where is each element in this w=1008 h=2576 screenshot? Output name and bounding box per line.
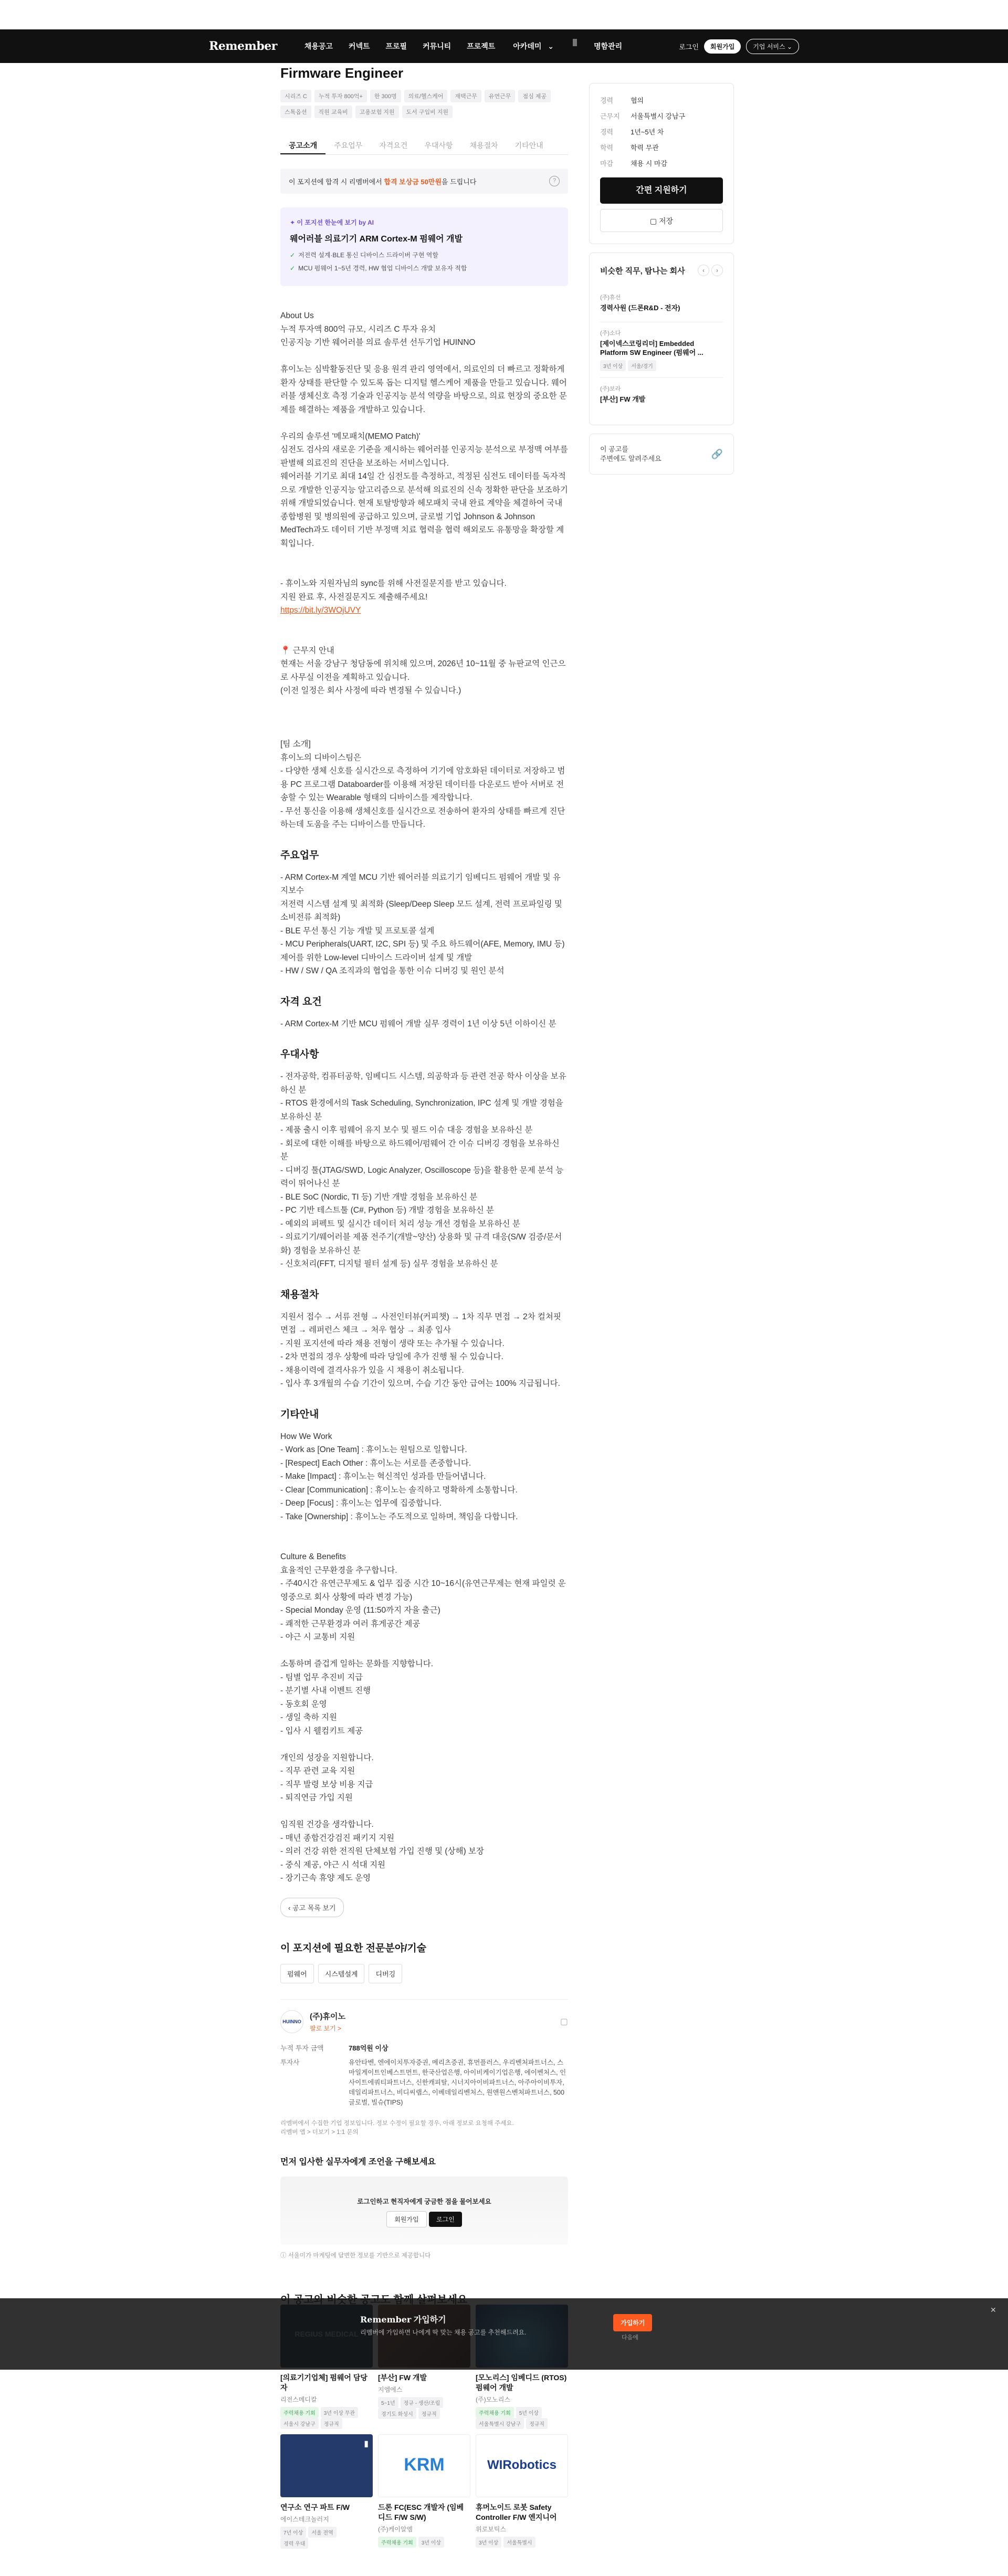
pref-heading: 우대사항 xyxy=(280,1049,319,1060)
advice-login-button[interactable]: 로그인 xyxy=(429,2212,462,2227)
etc-heading: 기타안내 xyxy=(280,1408,319,1420)
link-icon[interactable]: 🔗 xyxy=(711,448,723,459)
advice-heading: 먼저 입사한 실무자에게 조언을 구해보세요 xyxy=(280,2157,436,2167)
company-footer-note: 리멤버에서 수집한 기업 정보입니다. 정보 수정이 필요할 경우, 아래 정보로 요청해 주세요. 리멤버 앱 > 더보기 > 1:1 문의 xyxy=(280,2120,514,2136)
chip: 주력채용 기회 xyxy=(280,2407,319,2418)
nav-right xyxy=(679,39,799,54)
similar-card-image xyxy=(378,2434,470,2497)
presurvey-link[interactable]: https://bit.ly/3WOjUVY xyxy=(280,606,361,615)
chip: 정규직 xyxy=(321,2418,342,2429)
tab-intro[interactable]: 공고소개 xyxy=(280,134,326,154)
reward-text-2: 을 드립니다 xyxy=(441,177,477,186)
duty-heading: 주요업무 xyxy=(280,849,319,861)
qual-heading: 자격 요건 xyxy=(280,996,322,1007)
summary-row xyxy=(600,95,723,105)
reward-notice-text xyxy=(289,176,476,186)
tab-etc[interactable]: 기타안내 xyxy=(514,141,543,150)
save-button[interactable] xyxy=(600,209,723,232)
chevron-down-icon: ⌄ xyxy=(786,43,792,50)
tab-process[interactable]: 채용절차 xyxy=(469,141,498,150)
invest-label: 누적 투자 금액 xyxy=(280,2044,324,2052)
chevron-right-icon[interactable]: › xyxy=(711,265,723,276)
chip: 5~1년 xyxy=(378,2397,398,2408)
nav-divider xyxy=(573,39,577,46)
chip: 경력 우대 xyxy=(280,2538,308,2549)
krm-logo: KRM xyxy=(404,2455,445,2475)
check-icon: ✓ xyxy=(290,265,296,272)
company-info xyxy=(280,1999,568,2137)
chip: 주력채용 기회 xyxy=(476,2407,514,2418)
job-tags xyxy=(280,90,568,118)
similar-card[interactable] xyxy=(280,2434,373,2549)
advice-signup-button[interactable]: 회원가입 xyxy=(386,2211,426,2227)
summary-key: 학력 xyxy=(600,144,614,152)
chip: 5년 이상 xyxy=(516,2407,542,2418)
bookmark-icon: ▢ xyxy=(649,217,657,225)
bookmark-icon[interactable]: ▮ xyxy=(364,2440,369,2448)
similar-side-header xyxy=(600,265,723,276)
ai-summary xyxy=(280,207,568,286)
ai-headline: 웨어러블 의료기기 ARM Cortex-M 펌웨어 개발 xyxy=(290,235,463,244)
similar-card-title: [의료기기업체] 펌웨어 담당자 xyxy=(280,2373,368,2392)
chip: 3년 이상 xyxy=(476,2537,501,2548)
chip: 주력채용 기회 xyxy=(378,2537,416,2548)
process-text: 지원서 접수 → 서류 전형 → 사전인터뷰(커피챗) → 1차 직무 면접 → 2차 컬쳐핏 면접 → 레퍼런스 체크 → 처우 협상 → 최종 입사 - 지원 포지션에 따라 채용 전형이 생략 또는 추가될 수 있습니다. - 2차 면접의 경우 상황에 따라 당일에 추가 진행 될 수 있습니다. - 채용이력에 결격사유가 있을 시 채용이 취소됩니다. - 입사 후 3개월의 수습 기간이 있으며, 수습 기간 동안 급여는 100% 지급됩니다. xyxy=(280,1312,561,1388)
job-tag: 고용보험 지원 xyxy=(355,106,399,118)
chevron-down-icon: ⌄ xyxy=(548,42,554,50)
similar-card-company: 에이스테크놀러지 xyxy=(280,2516,329,2523)
banner-subtitle: 리멤버에 가입하면 나에게 딱 맞는 채용 공고를 추천해드려요. xyxy=(360,2329,527,2336)
advice-prompt: 로그인하고 현직자에게 궁금한 점을 물어보세요 xyxy=(357,2198,491,2205)
summary-value: 1년~5년 차 xyxy=(631,128,664,136)
nav-item-academy-label: 아카데미 xyxy=(513,42,542,50)
summary-key: 경력 xyxy=(600,97,614,104)
job-tabs xyxy=(280,134,568,155)
similar-side-item[interactable] xyxy=(600,322,723,378)
chevron-left-icon: ‹ xyxy=(288,1904,291,1912)
back-to-list-button[interactable] xyxy=(280,1898,344,1917)
company-logo[interactable]: HUINNO xyxy=(280,2010,303,2033)
job-tag: 시리즈 C xyxy=(280,90,311,102)
nav-item-academy[interactable] xyxy=(509,39,558,54)
check-icon: ✓ xyxy=(290,251,296,259)
nav-item-profile[interactable]: 프로필 xyxy=(385,42,407,50)
summary-key: 마감 xyxy=(600,160,614,167)
banner-signup-button[interactable]: 가입하기 xyxy=(613,2314,652,2331)
skills-list xyxy=(280,1964,568,1983)
tab-preference[interactable]: 우대사항 xyxy=(424,141,453,150)
chip: 정규직 xyxy=(526,2418,548,2429)
invest-row xyxy=(280,2043,568,2053)
similar-side-item[interactable] xyxy=(600,378,723,413)
chip: 3년 이상 xyxy=(418,2537,444,2548)
signup-banner xyxy=(0,2298,1008,2370)
login-link[interactable]: 로그인 xyxy=(679,43,699,51)
similar-card-title: 드론 FC(ESC 개발자 (임베디드 F/W S/W) xyxy=(378,2503,464,2521)
chip: 경기도 화성시 xyxy=(378,2408,416,2419)
reward-highlight: 합격 보상금 50만원 xyxy=(384,177,442,186)
similar-card[interactable] xyxy=(476,2434,568,2549)
job-tag: 직원 교육비 xyxy=(314,106,352,118)
chip: 3년 이상 무관 xyxy=(321,2407,358,2418)
company-follow-link[interactable]: 팔로 보기 > xyxy=(310,2024,342,2032)
chip: 3년 이상 xyxy=(600,360,626,371)
banner-later-link[interactable]: 다음에 xyxy=(622,2335,638,2341)
nav-menu xyxy=(302,39,624,54)
enterprise-button[interactable] xyxy=(746,39,799,54)
remember-logo[interactable]: Remember xyxy=(209,39,277,53)
help-icon[interactable]: ? xyxy=(549,176,560,186)
similar-side-item[interactable] xyxy=(600,287,723,322)
summary-value: 학력 무관 xyxy=(631,144,659,152)
nav-item-jobs[interactable]: 채용공고 xyxy=(304,42,333,50)
nav-item-card-manage[interactable]: 명함관리 xyxy=(594,42,623,50)
similar-card-company: (주)모노리스 xyxy=(476,2396,510,2403)
similar-card-company: (주)케이알엠 xyxy=(378,2526,413,2533)
company-header xyxy=(280,2010,568,2033)
about-text: About Us 누적 투자액 800억 규모, 시리즈 C 투자 유치 인공지능 기반 웨어러블 의료 솔루션 선두기업 HUINNO 휴이노는 심박활동진단 및 응용 원격 관리 영역에서, 의료인의 더 빠르고 정확하게 환자 상태를 판단할 수 있도록 돕는 디지털 헬스케어 제품을 만들고 있습니다. 웨어러블 생체신호 측정 기술과 인공지능 분석 역량을 바탕으로, 의료 현장의 중요한 문제를 해결하는 제품을 개발하고 있습니다. 우리의 솔루션 '메모패치(MEMO Patch)' 심전도 검사의 새로운 기준을 제시하는 웨어러블 인공지능 분석으로 부정맥 여부를 판별해 의료진의 진단을 보조하는 서비스입니다. 웨어러블 기기로 최대 14일 간 심전도를 측정하고, 적정된 심전도 데이터를 독자적으로 개발한 인공지능 알고리즘으로 분석해 의료진의 신속 정확한 판단을 보조하기 위해 개발되었습니다. 현재 토탈방향과 헤모패치 국내 완료 계약을 체결하여 국내 종합병원 및 병의원에 공급하고 있으며, 글로벌 기업 Johnson & Johnson MedTech과도 데이터 기반 부정맥 치료 협력을 협력 해외로도 유통망을 확장할 계획입니다. - 휴이노와 지원자님의 sync를 위해 사전질문지를 받고 있습니다. 지원 완료 후, 사전질문지도 제출해주세요! xyxy=(280,311,568,602)
chip: 정규 - 생산/조립 xyxy=(401,2397,444,2408)
etc-text: How We Work - Work as [One Team] : 휴이노는 원팀으로 일합니다. - [Respect] Each Other : 휴이노는 서로를 존중합니다. - Make [Impact] : 휴이노는 혁신적인 성과를 만들어냅니다. - Clear [Communication] : 휴이노는 솔직하고 명확하게 소통합니다. - Deep [Focus] : 휴이노는 업무에 집중합니다. - Take [Ownership] : 휴이노는 주도적으로 일하며, 책임을 다합니다. Culture & Benefits 효율적인 근무환경을 추구합니다. - 주40시간 유연근무제도 & 업무 집중 시간 10~16시(유연근무제는 현재 파일럿 운영중으로 회사 상황에 따라 변경 가능) - Special Monday 운영 (11:50까지 자율 출근) - 쾌적한 근무환경과 여러 휴게공간 제공 - 야근 시 교통비 지원 소통하며 즐겁게 일하는 문화를 지향합니다. - 팀별 업무 추진비 지급 - 분기별 사내 이벤트 진행 - 동호회 운영 - 생일 축하 지원 - 입사 시 웰컴키트 제공 개인의 성장을 지원합니다. - 직무 관련 교육 지원 - 직무 발령 보상 비용 지급 - 퇴직연금 가입 지원 임직원 건강을 생각합니다. - 매년 종합건강검진 패키지 지원 - 의러 건강 위한 전직원 단체보험 가입 진행 및 (상해) 보장 - 중식 제공, 야근 시 석대 지원 - 장기근속 휴양 제도 운영 xyxy=(280,1432,566,1883)
summary-row xyxy=(600,127,723,136)
global-nav xyxy=(0,29,1008,63)
carousel-arrows xyxy=(696,265,723,276)
similar-card-company: 지엠에스 xyxy=(378,2386,403,2393)
job-main xyxy=(280,65,568,2316)
similar-card-chips xyxy=(378,2537,470,2548)
similar-side-company: (주)소다 xyxy=(600,330,621,337)
similar-side-card xyxy=(589,253,734,425)
process-heading: 채용절차 xyxy=(280,1289,319,1300)
chevron-left-icon[interactable]: ‹ xyxy=(698,265,709,276)
summary-value: 협의 xyxy=(631,97,644,104)
similar-card-title: 휴머노이드 로봇 Safety Controller F/W 엔지니어 xyxy=(476,2503,557,2521)
similar-card-chips xyxy=(280,2407,373,2429)
similar-card-company: 리전스메디칼 xyxy=(280,2396,317,2403)
job-tag: 누적 투자 800억+ xyxy=(314,90,367,102)
similar-card-title: 연구소 연구 파트 F/W xyxy=(280,2503,350,2511)
job-summary-card xyxy=(589,83,734,244)
job-tag: 도서 구입비 지원 xyxy=(402,106,453,118)
share-text: 이 공고를 주변에도 알려주세요 xyxy=(600,445,662,462)
advice-note xyxy=(280,2251,568,2259)
invest-value: 788억원 이상 xyxy=(349,2044,388,2052)
ai-point-text: 저전력 설계·BLE 통신 디바이스 드라이버 구현 역할 xyxy=(298,251,438,259)
job-tag: 한 300명 xyxy=(370,90,401,102)
back-label: 공고 목록 보기 xyxy=(292,1904,336,1912)
summary-value: 서울특별시 강남구 xyxy=(631,112,686,120)
job-tag: 유연근무 xyxy=(485,90,516,102)
tab-duty[interactable]: 주요업무 xyxy=(334,141,363,150)
advice-locked-panel xyxy=(280,2177,568,2245)
job-tag: 점심 제공 xyxy=(518,90,551,102)
investor-label: 투자사 xyxy=(280,2058,300,2066)
reward-notice xyxy=(280,169,568,194)
skills-heading: 이 포지션에 필요한 전문분야/기술 xyxy=(280,1942,427,1954)
info-icon: ⓘ xyxy=(280,2252,287,2259)
summary-row xyxy=(600,142,723,152)
save-label: 저장 xyxy=(659,217,674,225)
summary-key: 근무지 xyxy=(600,112,620,120)
similar-side-job-title: 경력사원 (드론R&D - 전자) xyxy=(600,304,680,312)
share-card xyxy=(589,434,734,475)
similar-card-chips xyxy=(378,2397,470,2419)
job-tag: 스톡옵션 xyxy=(280,106,311,118)
top-spacer xyxy=(0,0,1008,29)
banner-logo: Remember xyxy=(360,2315,412,2325)
signup-button[interactable]: 회원가입 xyxy=(704,39,741,54)
similar-side-job-title: [제이넥스코링리더] Embedded Platform SW Engineer (펌웨어 ... xyxy=(600,340,704,356)
chip: 7년 이상 xyxy=(280,2527,306,2538)
advice-note-text: 서울미가 마케팅에 답변한 정보를 기반으로 제공합니다 xyxy=(288,2252,431,2259)
about-link-row xyxy=(280,604,568,617)
similar-side-company: (주)보라 xyxy=(600,386,621,392)
banner-title-text: 가입하기 xyxy=(413,2316,446,2325)
skill-chip: 펌웨어 xyxy=(280,1964,314,1983)
similar-card-chips xyxy=(476,2407,568,2429)
nav-item-project[interactable]: 프로젝트 xyxy=(467,42,496,50)
similar-card-chips xyxy=(280,2527,373,2549)
skill-chip: 시스템설계 xyxy=(318,1964,365,1983)
similar-side-title: 비슷한 직무, 탐나는 회사 xyxy=(600,266,685,276)
ai-point xyxy=(290,264,559,272)
investor-row xyxy=(280,2058,568,2108)
sidebar xyxy=(589,83,734,483)
wirobotics-logo: WIRobotics xyxy=(487,2458,556,2472)
chip: 서울/경기 xyxy=(628,360,656,371)
company-name-block xyxy=(310,2011,345,2033)
similar-card[interactable] xyxy=(378,2434,470,2549)
chip: 서울특별시 강남구 xyxy=(476,2418,524,2429)
similar-card-image xyxy=(476,2434,568,2497)
pref-text: - 전자공학, 컴퓨터공학, 임베디드 시스템, 의공학과 등 관련 전공 학사 이상을 보유하신 분 - RTOS 환경에서의 Task Scheduling, Synchronization, IPC 설계 및 개발 경험을 보유하신 분 - 제품 출시 이후 펌웨어 유지 보수 및 필드 이슈 대응 경험을 보유하신 분 - 회로에 대한 이해를 바탕으로 하드웨어/펌웨어 간 이슈 디버깅 경험을 보유하신 분 - 디버깅 툴(JTAG/SWD, Logic Analyzer, Oscilloscope 등)을 활용한 문제 분석 능력이 뛰어나신 분 - BLE SoC (Nordic, TI 등) 기반 개발 경험을 보유하신 분 - PC 기반 테스트툴 (C#, Python 등) 개발 경험을 보유하신 분 - 예외의 퍼펙트 및 실시간 데이터 처리 성능 개선 경험을 보유하신 분 - 의료기기/웨어러블 제품 전주기(개발~양산) 상용화 및 규격 대응(S/W 검증/문서화) 경험을 보유하신 분 - 신호처리(FFT, 디지털 필터 설계 등) 실무 경험을 보유하신 분 xyxy=(280,1072,566,1268)
ai-label-text: 이 포지션 한눈에 보기 by AI xyxy=(297,219,374,226)
advice-buttons xyxy=(280,2211,568,2227)
bookmark-icon[interactable]: ▢ xyxy=(560,2017,568,2026)
tab-qualification[interactable]: 자격요건 xyxy=(379,141,408,150)
enterprise-label: 기업 서비스 xyxy=(753,43,785,50)
job-tag: 재택근무 xyxy=(450,90,481,102)
nav-item-connect[interactable]: 커넥트 xyxy=(348,42,370,50)
sparkle-icon: ✦ xyxy=(290,219,296,226)
similar-card-title: [부산] FW 개발 xyxy=(378,2373,427,2382)
job-title: Firmware Engineer xyxy=(280,65,404,81)
company-name[interactable]: (주)휴이노 xyxy=(310,2012,345,2021)
qual-text: - ARM Cortex-M 기반 MCU 펌웨어 개발 실무 경력이 1년 이상 5년 이하이신 분 xyxy=(280,1019,556,1028)
ai-summary-label xyxy=(290,218,559,227)
similar-side-company: (주)휴선 xyxy=(600,295,621,301)
nav-item-community[interactable]: 커뮤니티 xyxy=(423,42,452,50)
similar-side-job-title: [부산] FW 개발 xyxy=(600,395,646,403)
similar-card-title: [모노리스] 임베디드 (RTOS) 펌웨어 개발 xyxy=(476,2373,567,2392)
summary-row xyxy=(600,158,723,168)
apply-button[interactable]: 간편 지원하기 xyxy=(600,177,723,204)
chip: 서울 전역 xyxy=(308,2527,336,2538)
ai-point-text: MCU 펌웨어 1~5년 경력, HW 협업 디바이스 개발 보유자 적합 xyxy=(298,265,467,272)
close-icon[interactable]: ✕ xyxy=(990,2306,996,2314)
similar-card-company: 위로보틱스 xyxy=(476,2526,506,2533)
job-tag: 의료/헬스케어 xyxy=(404,90,448,102)
summary-value: 채용 시 마감 xyxy=(631,160,668,167)
chip: 서울특별시 xyxy=(503,2537,535,2548)
similar-card-chips xyxy=(476,2537,568,2548)
chip: 정규직 xyxy=(418,2408,440,2419)
similar-card-image xyxy=(280,2434,373,2497)
about-text-2: 📍 근무지 안내 현재는 서울 강남구 청담동에 위치해 있으며, 2026년 10~11월 중 뉴판교역 인근으로 사무실 이전을 계획하고 있습니다. (이전 일정은 회사 사정에 따라 변경될 수 있습니다.) [팀 소개] 휴이노의 디바이스팀은 - 다양한 생체 신호를 실시간으로 측정하여 기기에 암호화된 데이터로 저장하고 범용 PC 프로그램 Databoarder를 이용해 저장된 데이터를 다운로드 받아 서버로 전송할 수 있는 Wearable 형태의 디바이스를 제작합니다. - 무선 통신을 이용해 생체신호를 실시간으로 전송하여 환자의 상태를 빠르게 진단하는데 도움을 주는 디바이스를 만듭니다. xyxy=(280,646,566,829)
banner-title xyxy=(360,2313,446,2325)
chip: 서울시 강남구 xyxy=(280,2418,319,2429)
reward-text-1: 이 포지션에 합격 시 리멤버에서 xyxy=(289,177,384,186)
ai-point xyxy=(290,250,559,259)
summary-key: 경력 xyxy=(600,128,614,136)
duty-text: - ARM Cortex-M 계열 MCU 기반 웨어러블 의료기기 임베디드 펌웨어 개발 및 유지보수 저전력 시스템 설계 및 최적화 (Sleep/Deep Sleep 모드 설계, 전력 프로파일링 및 소비전류 최적화) - BLE 무선 통신 기능 개발 및 프로토콜 설계 - MCU Peripherals(UART, I2C, SPI 등) 및 주요 하드웨어(AFE, Memory, IMU 등) 제어를 위한 Low-level 디바이스 드라이버 설계 및 개발 - HW / SW / QA 조직과의 협업을 통한 이슈 디버깅 및 원인 분석 xyxy=(280,872,565,975)
skill-chip: 디버깅 xyxy=(369,1964,402,1983)
investor-value: 유안타벤, 엔에이치투자증권, 메리츠증권, 휴먼플러스, 우리벤처파트너스, 스마일게이트인베스트먼트, 한국산업은행, 아이비케이기업은행, 에이벤처스, 인사이트에쿼티파트너스, 신한캐피탈, 시너지아이비파트너스, 아주아이비투자, 데일리파트너스, 비디씨랩스, 이베데일리벤처스, 원앤원스벤처파트너스, 500글로벌, 빌슈(TIPS) xyxy=(349,2058,566,2106)
summary-row xyxy=(600,111,723,121)
